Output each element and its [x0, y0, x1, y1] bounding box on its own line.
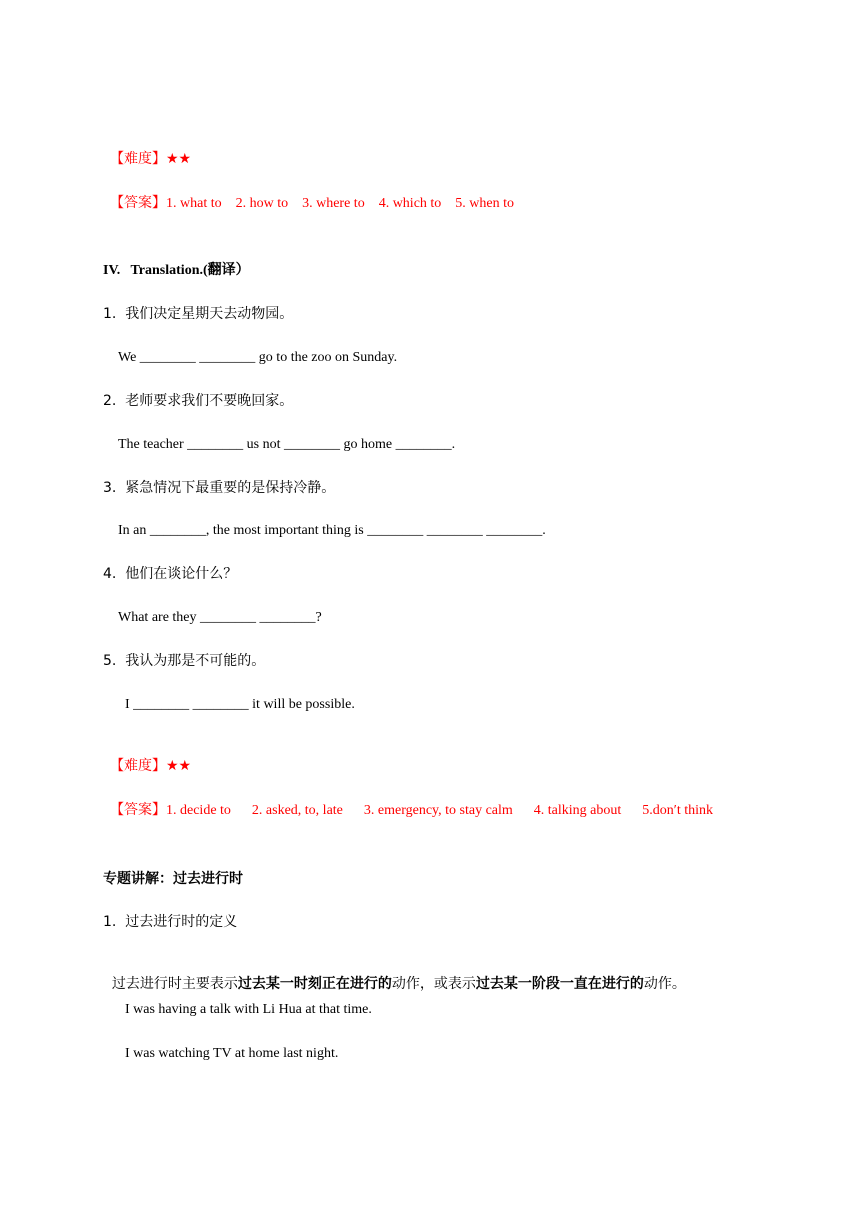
translation-item-cn: 1. 我们决定星期天去动物园。 [103, 306, 294, 322]
translation-item-cn: 3. 紧急情况下最重要的是保持冷静。 [103, 480, 336, 496]
answer-text: 1. what to 2. how to 3. where to 4. which to 5. when to [166, 196, 515, 211]
difficulty-label: 【难度】 [110, 151, 166, 167]
definition-text: 动作，或表示 [391, 976, 476, 992]
definition-text: 过去进行时主要表示 [111, 976, 238, 992]
answer-line [103, 783, 713, 820]
difficulty-line [103, 739, 191, 776]
section-heading: IV. Translation.(翻译） [103, 263, 250, 278]
translation-item-en: We ________ ________ go to the zoo on Sunday. [118, 350, 398, 365]
example-sentence: I was having a talk with Li Hua at that time. [125, 1002, 372, 1017]
topic-subheading: 1. 过去进行时的定义 [103, 914, 238, 930]
answer-label: 【答案】 [110, 802, 166, 818]
translation-item-en: The teacher ________ us not ________ go home ________. [118, 437, 456, 452]
difficulty-label: 【难度】 [110, 758, 166, 774]
translation-item-en: What are they ________ ________? [118, 610, 322, 625]
translation-item-en: I ________ ________ it will be possible. [125, 697, 355, 712]
difficulty-line [103, 132, 191, 169]
definition-emphasis: 过去某一时刻正在进行的 [237, 976, 392, 992]
example-sentence: I was watching TV at home last night. [125, 1046, 339, 1061]
translation-item-cn: 2. 老师要求我们不要晚回家。 [103, 393, 294, 409]
answer-line [103, 176, 514, 213]
translation-item-cn: 4. 他们在谈论什么？ [103, 566, 238, 582]
translation-item-en: In an ________, the most important thing is ________ ________ ________. [118, 523, 546, 538]
translation-item-cn: 5. 我认为那是不可能的。 [103, 653, 266, 669]
difficulty-stars: ★★ [166, 759, 192, 774]
definition-text: 动作。 [643, 976, 686, 992]
topic-heading: 专题讲解：过去进行时 [103, 871, 243, 887]
answer-text: 1. decide to 2. asked, to, late 3. emergency, to stay calm 4. talking about 5.don′t think [166, 803, 714, 818]
answer-label: 【答案】 [110, 195, 166, 211]
definition-emphasis: 过去某一阶段一直在进行的 [475, 976, 644, 992]
definition-paragraph [103, 957, 686, 993]
difficulty-stars: ★★ [166, 152, 192, 167]
